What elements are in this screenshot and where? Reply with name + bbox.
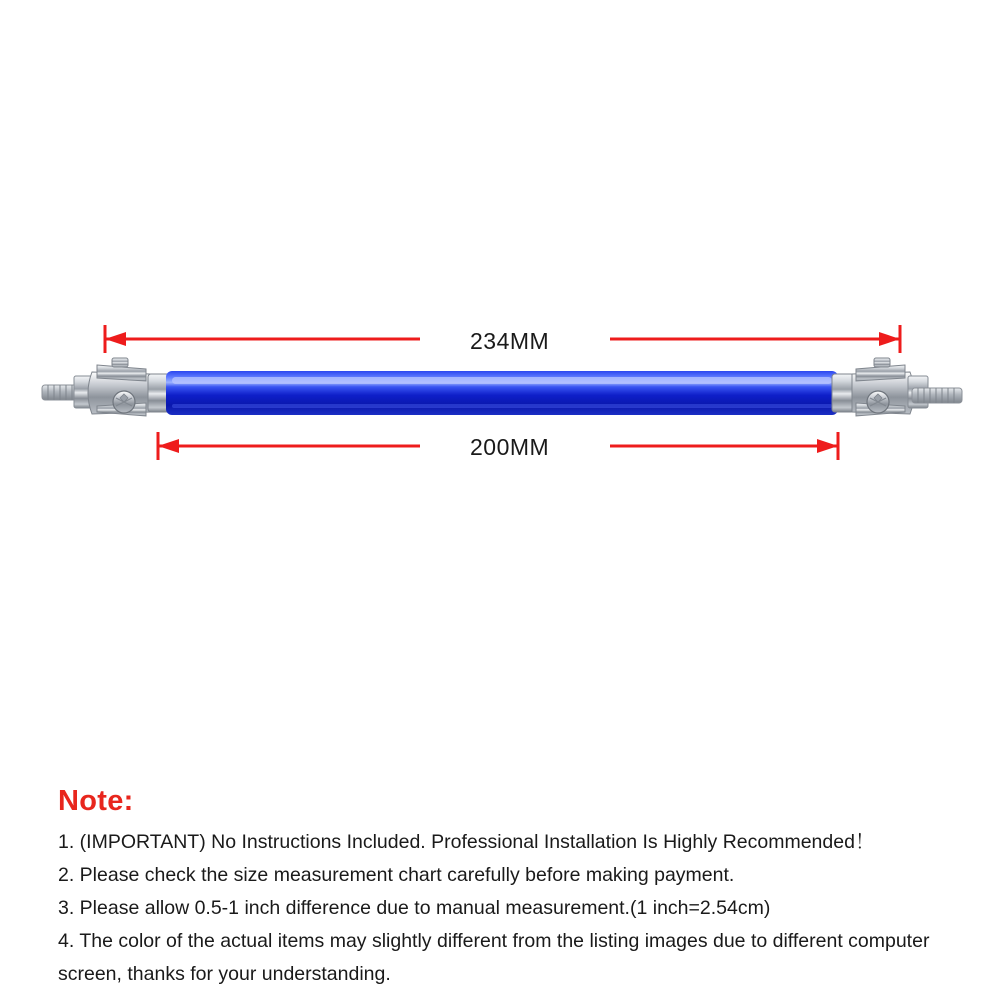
note-line-5: screen, thanks for your understanding. [58,963,391,985]
left-end-bracket [42,358,170,416]
dimension-label-rod: 200MM [470,434,550,460]
dimension-label-overall: 234MM [470,328,550,354]
note-line-2: 2. Please check the size measurement chart carefully before making payment. [58,864,735,886]
note-title: Note: [58,785,134,817]
note-block [58,785,970,989]
blue-support-rod [166,371,838,415]
note-line-1: 1. (IMPORTANT) No Instructions Included. Professional Installation Is Highly Recommended！ [58,831,875,853]
right-end-bracket [832,358,962,416]
note-line-4: 4. The color of the actual items may slightly different from the listing images due to different computer [58,930,930,952]
note-line-3: 3. Please allow 0.5-1 inch difference due to manual measurement.(1 inch=2.54cm) [58,897,771,919]
